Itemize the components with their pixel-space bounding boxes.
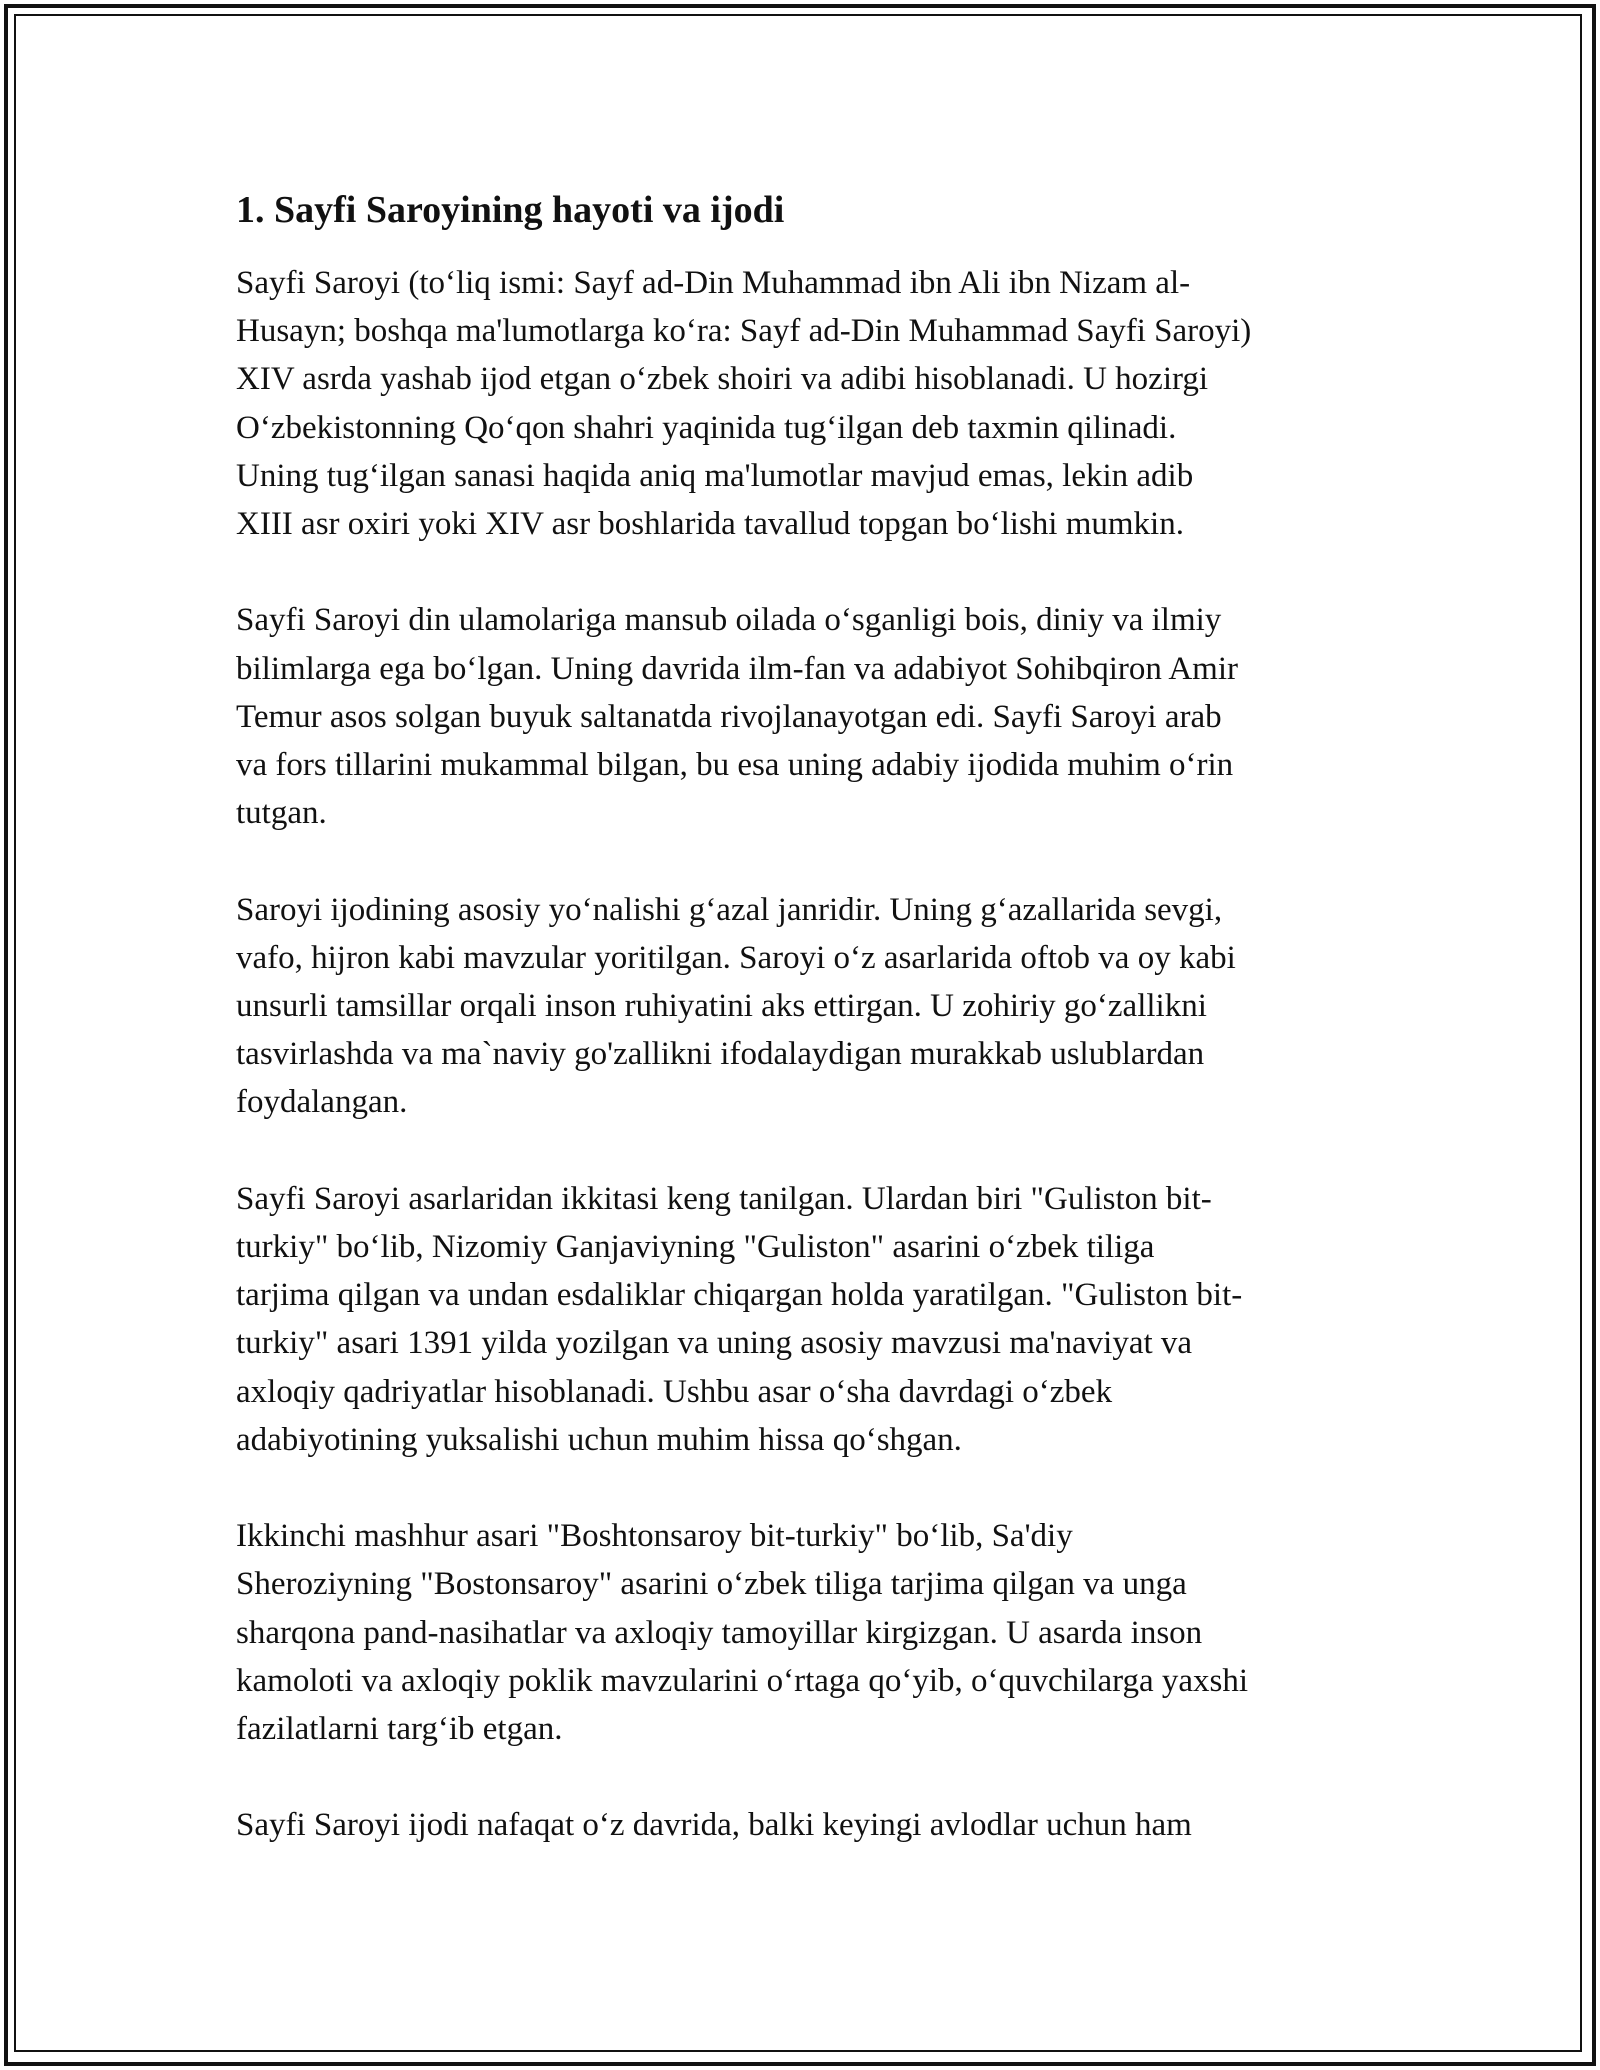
text-line: XIV asrda yashab ijod etgan o‘zbek shoiri va adibi hisoblanadi. U hozirgi bbox=[236, 361, 1209, 398]
paragraph-education bbox=[236, 596, 1376, 837]
text-line: turkiy" asari 1391 yilda yozilgan va uning asosiy mavzusi ma'naviyat va bbox=[236, 1325, 1193, 1362]
text-line: XIII asr oxiri yoki XIV asr boshlarida tavallud topgan bo‘lishi mumkin. bbox=[236, 506, 1184, 543]
text-line: turkiy" bo‘lib, Nizomiy Ganjaviyning "Guliston" asarini o‘zbek tiliga bbox=[236, 1229, 1155, 1266]
paragraph-biography bbox=[236, 259, 1376, 548]
text-line: Sayfi Saroyi ijodi nafaqat o‘z davrida, balki keyingi avlodlar uchun ham bbox=[236, 1807, 1192, 1844]
text-line: sharqona pand-nasihatlar va axloqiy tamoyillar kirgizgan. U asarda inson bbox=[236, 1614, 1203, 1651]
text-line: bilimlarga ega bo‘lgan. Uning davrida ilm-fan va adabiyot Sohibqiron Amir bbox=[236, 650, 1239, 687]
text-line: Sayfi Saroyi (to‘liq ismi: Sayf ad-Din Muhammad ibn Ali ibn Nizam al- bbox=[236, 265, 1191, 301]
text-line: unsurli tamsillar orqali inson ruhiyatini aks ettirgan. U zohiriy go‘zallikni bbox=[236, 988, 1207, 1025]
text-line: adabiyotining yuksalishi uchun muhim hissa qo‘shgan. bbox=[236, 1421, 962, 1458]
section-heading: 1. Sayfi Saroyining hayoti va ijodi bbox=[236, 189, 785, 231]
text-line: axloqiy qadriyatlar hisoblanadi. Ushbu asar o‘sha davrdagi o‘zbek bbox=[236, 1373, 1113, 1410]
text-line: Sayfi Saroyi asarlaridan ikkitasi keng tanilgan. Ulardan biri "Guliston bit- bbox=[236, 1180, 1212, 1217]
text-line: Uning tug‘ilgan sanasi haqida aniq ma'lumotlar mavjud emas, lekin adib bbox=[236, 457, 1194, 494]
document-body bbox=[236, 187, 1376, 1898]
text-line: Temur asos solgan buyuk saltanatda rivojlanayotgan edi. Sayfi Saroyi arab bbox=[236, 698, 1222, 735]
text-line: kamoloti va axloqiy poklik mavzularini o‘rtaga qo‘yib, o‘quvchilarga yaxshi bbox=[236, 1662, 1249, 1699]
text-line: Sheroziyning "Bostonsaroy" asarini o‘zbek tiliga tarjima qilgan va unga bbox=[236, 1566, 1187, 1603]
paragraph-legacy bbox=[236, 1801, 1376, 1849]
text-line: va fors tillarini mukammal bilgan, bu esa uning adabiy ijodida muhim o‘rin bbox=[236, 747, 1234, 784]
text-line: tutgan. bbox=[236, 795, 327, 832]
text-line: tarjima qilgan va undan esdaliklar chiqargan holda yaratilgan. "Guliston bit- bbox=[236, 1277, 1243, 1314]
text-line: Saroyi ijodining asosiy yo‘nalishi g‘azal janridir. Uning g‘azallarida sevgi, bbox=[236, 891, 1223, 928]
text-line: vafo, hijron kabi mavzular yoritilgan. Saroyi o‘z asarlarida oftob va oy kabi bbox=[236, 939, 1236, 976]
text-line: Ikkinchi mashhur asari "Boshtonsaroy bit-turkiy" bo‘lib, Sa'diy bbox=[236, 1518, 1073, 1555]
text-line: tasvirlashda va ma`naviy go'zallikni ifodalaydigan murakkab uslublardan bbox=[236, 1036, 1205, 1073]
text-line: O‘zbekistonning Qo‘qon shahri yaqinida tug‘ilgan deb taxmin qilinadi. bbox=[236, 409, 1177, 446]
text-line: fazilatlarni targ‘ib etgan. bbox=[236, 1711, 563, 1748]
paragraph-guliston bbox=[236, 1175, 1376, 1464]
text-line: foydalangan. bbox=[236, 1084, 408, 1121]
text-line: Sayfi Saroyi din ulamolariga mansub oilada o‘sganligi bois, diniy va ilmiy bbox=[236, 602, 1222, 639]
paragraph-bostonsaroy bbox=[236, 1512, 1376, 1753]
paragraph-ghazal bbox=[236, 886, 1376, 1127]
text-line: Husayn; boshqa ma'lumotlarga ko‘ra: Sayf ad-Din Muhammad Sayfi Saroyi) bbox=[236, 313, 1252, 350]
